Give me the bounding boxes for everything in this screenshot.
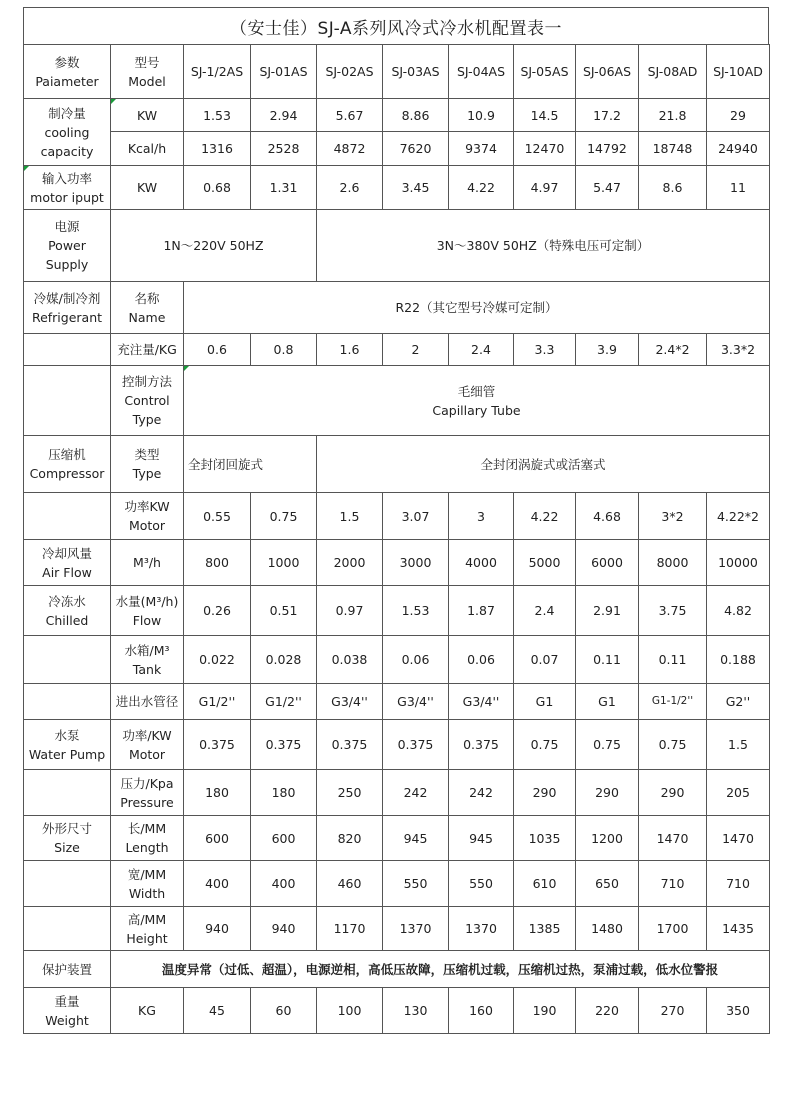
- pipe-value: G1: [514, 684, 576, 720]
- tank-value: 0.06: [449, 636, 514, 684]
- pump-motor-value: 0.375: [184, 720, 251, 770]
- power-supply-label-line: Supply: [45, 257, 89, 272]
- chilled-flow-value: 0.26: [184, 586, 251, 636]
- width-value: 710: [639, 861, 707, 907]
- length-value: 945: [383, 816, 449, 861]
- charge-value: 2.4: [449, 334, 514, 366]
- length-value: 1470: [707, 816, 770, 861]
- compressor-motor-value: 0.55: [184, 493, 251, 540]
- length-row: [24, 816, 770, 861]
- pipe-value: G2'': [707, 684, 770, 720]
- height-value: 940: [251, 907, 317, 951]
- width-label: [111, 861, 184, 907]
- air-flow-label-line: 冷却风量: [41, 545, 92, 561]
- width-value: 610: [514, 861, 576, 907]
- pipe-value: G3/4'': [449, 684, 514, 720]
- pressure-row: [24, 770, 770, 816]
- compressor-motor-value: 4.22: [514, 493, 576, 540]
- chilled-label: [24, 586, 111, 636]
- compressor-motor-value: 3: [449, 493, 514, 540]
- weight-value: 350: [707, 988, 770, 1034]
- height-value: 1370: [449, 907, 514, 951]
- unit-label: KW: [111, 166, 184, 210]
- cooling-kw-value: 5.67: [317, 99, 383, 132]
- weight-row: [24, 988, 770, 1034]
- tank-value: 0.038: [317, 636, 383, 684]
- cooling-label-line: capacity: [40, 143, 94, 159]
- length-label-line: Length: [125, 840, 169, 855]
- pipe-value: G1: [576, 684, 639, 720]
- input-power-value: 0.68: [184, 166, 251, 210]
- air-flow-value: 3000: [383, 540, 449, 586]
- cooling-kw-value: 17.2: [576, 99, 639, 132]
- input-power-value: 2.6: [317, 166, 383, 210]
- height-value: 940: [184, 907, 251, 951]
- cooling-kw-value: 14.5: [514, 99, 576, 132]
- height-label-line: 高/MM: [127, 911, 167, 927]
- chilled-flow-label-line: Flow: [132, 612, 162, 628]
- length-value: 1200: [576, 816, 639, 861]
- air-flow-label-line: Air Flow: [42, 564, 92, 580]
- pipe-value: G1-1/2'': [639, 684, 707, 720]
- cooling-kw-value: 8.86: [383, 99, 449, 132]
- weight-label-line: 重量: [54, 993, 80, 1009]
- pump-motor-value: 0.375: [383, 720, 449, 770]
- model-header-line: 型号: [134, 54, 160, 70]
- input-power-value: 3.45: [383, 166, 449, 210]
- pipe-value: G3/4'': [383, 684, 449, 720]
- chilled-label-line: 冷冻水: [48, 593, 86, 609]
- air-flow-value: 800: [184, 540, 251, 586]
- weight-value: 100: [317, 988, 383, 1034]
- compressor-motor-value: 4.22*2: [707, 493, 770, 540]
- charge-row: [24, 334, 770, 366]
- pump-motor-label: [111, 720, 184, 770]
- input-power-value: 8.6: [639, 166, 707, 210]
- control-value: [184, 366, 770, 436]
- control-label: [111, 366, 184, 436]
- tank-value: 0.188: [707, 636, 770, 684]
- size-label-line: 外形尺寸: [41, 821, 92, 836]
- model-header-line: Model: [128, 73, 166, 89]
- control-label-line: Control: [124, 393, 170, 408]
- compressor-motor-row: [24, 493, 770, 540]
- width-value: 650: [576, 861, 639, 907]
- pressure-value: 180: [251, 770, 317, 816]
- control-label-line: Type: [132, 412, 162, 427]
- compressor-label-line: 压缩机: [48, 447, 86, 462]
- size-label: [24, 816, 111, 861]
- control-value-line: Capillary Tube: [432, 402, 521, 418]
- refrigerant-name-label-line: 名称: [134, 290, 160, 306]
- height-value: 1170: [317, 907, 383, 951]
- empty-cell: [24, 907, 111, 951]
- pump-motor-value: 0.375: [449, 720, 514, 770]
- length-value: 600: [251, 816, 317, 861]
- model-name: SJ-06AS: [576, 45, 639, 99]
- pump-motor-value: 0.375: [251, 720, 317, 770]
- tank-row: [24, 636, 770, 684]
- power-supply-single: 1N～220V 50HZ: [111, 210, 317, 282]
- length-value: 1035: [514, 816, 576, 861]
- protection-row: [24, 951, 770, 988]
- power-supply-three: 3N～380V 50HZ（特殊电压可定制）: [317, 210, 770, 282]
- input-power-value: 4.97: [514, 166, 576, 210]
- input-power-label: [24, 166, 111, 210]
- pressure-value: 242: [449, 770, 514, 816]
- pressure-label-line: 压力/Kpa: [120, 775, 174, 791]
- cooling-kw-value: 10.9: [449, 99, 514, 132]
- water-pump-label: [24, 720, 111, 770]
- input-power-label-line: motor ipupt: [30, 189, 104, 205]
- pressure-label-line: Pressure: [120, 794, 174, 810]
- empty-cell: [24, 636, 111, 684]
- charge-value: 0.8: [251, 334, 317, 366]
- chilled-flow-value: 3.75: [639, 586, 707, 636]
- length-value: 820: [317, 816, 383, 861]
- compressor-type-large: 全封闭涡旋式或活塞式: [317, 436, 770, 493]
- pump-motor-value: 1.5: [707, 720, 770, 770]
- empty-cell: [24, 366, 111, 436]
- power-supply-row: [24, 210, 770, 282]
- cooling-kw-row: [24, 99, 770, 132]
- control-label-line: 控制方法: [121, 374, 172, 389]
- empty-cell: [24, 493, 111, 540]
- height-label: [111, 907, 184, 951]
- refrigerant-name-row: [24, 282, 770, 334]
- refrigerant-name-value: R22（其它型号冷媒可定制）: [184, 282, 770, 334]
- pressure-value: 290: [576, 770, 639, 816]
- cooling-kcal-value: 24940: [707, 132, 770, 166]
- pump-motor-value: 0.75: [514, 720, 576, 770]
- tank-value: 0.022: [184, 636, 251, 684]
- tank-value: 0.06: [383, 636, 449, 684]
- empty-cell: [24, 684, 111, 720]
- model-name: SJ-1/2AS: [184, 45, 251, 99]
- chilled-flow-label-line: 水量(M³/h): [115, 593, 179, 609]
- width-label-line: 宽/MM: [127, 866, 167, 882]
- charge-value: 2: [383, 334, 449, 366]
- refrigerant-name-label: [111, 282, 184, 334]
- charge-value: 1.6: [317, 334, 383, 366]
- compressor-motor-value: 3.07: [383, 493, 449, 540]
- chilled-flow-value: 0.51: [251, 586, 317, 636]
- compressor-label: [24, 436, 111, 493]
- model-name: SJ-04AS: [449, 45, 514, 99]
- pipe-row: [24, 684, 770, 720]
- model-name: SJ-01AS: [251, 45, 317, 99]
- param-header-line: Paiameter: [35, 73, 99, 89]
- cooling-kw-value: 29: [707, 99, 770, 132]
- pressure-value: 250: [317, 770, 383, 816]
- cooling-label-line: cooling: [44, 124, 90, 140]
- length-label: [111, 816, 184, 861]
- chilled-flow-value: 2.91: [576, 586, 639, 636]
- compressor-motor-value: 1.5: [317, 493, 383, 540]
- model-name: SJ-10AD: [707, 45, 770, 99]
- compressor-type-label-line: Type: [132, 466, 162, 481]
- power-supply-label-line: 电源: [54, 219, 80, 234]
- input-power-value: 1.31: [251, 166, 317, 210]
- refrigerant-label: [24, 282, 111, 334]
- pipe-value: G1/2'': [184, 684, 251, 720]
- charge-value: 3.3*2: [707, 334, 770, 366]
- pressure-label: [111, 770, 184, 816]
- cooling-kcal-value: 14792: [576, 132, 639, 166]
- pressure-value: 242: [383, 770, 449, 816]
- empty-cell: [24, 861, 111, 907]
- width-value: 460: [317, 861, 383, 907]
- input-power-row: [24, 166, 770, 210]
- cooling-kw-value: 21.8: [639, 99, 707, 132]
- air-flow-value: 10000: [707, 540, 770, 586]
- compressor-motor-value: 0.75: [251, 493, 317, 540]
- compressor-motor-value: 4.68: [576, 493, 639, 540]
- cooling-kw-value: 2.94: [251, 99, 317, 132]
- width-value: 550: [383, 861, 449, 907]
- unit-label: KW: [111, 99, 184, 132]
- tank-label: [111, 636, 184, 684]
- pressure-value: 290: [514, 770, 576, 816]
- weight-label: [24, 988, 111, 1034]
- compressor-motor-value: 3*2: [639, 493, 707, 540]
- tank-value: 0.11: [576, 636, 639, 684]
- tank-label-line: Tank: [132, 661, 162, 677]
- refrigerant-name-label-line: Name: [128, 309, 166, 325]
- width-value: 710: [707, 861, 770, 907]
- control-row: [24, 366, 770, 436]
- size-label-line: Size: [54, 840, 80, 855]
- pump-motor-value: 0.75: [639, 720, 707, 770]
- pressure-value: 290: [639, 770, 707, 816]
- pipe-value: G3/4'': [317, 684, 383, 720]
- empty-cell: [24, 334, 111, 366]
- pump-motor-value: 0.75: [576, 720, 639, 770]
- weight-value: 220: [576, 988, 639, 1034]
- compressor-label-line: Compressor: [29, 466, 105, 481]
- air-flow-value: 1000: [251, 540, 317, 586]
- width-value: 550: [449, 861, 514, 907]
- chilled-flow-value: 4.82: [707, 586, 770, 636]
- charge-value: 3.9: [576, 334, 639, 366]
- chilled-flow-value: 0.97: [317, 586, 383, 636]
- weight-value: 45: [184, 988, 251, 1034]
- compressor-type-label: [111, 436, 184, 493]
- cooling-label: [24, 99, 111, 166]
- header-row: [24, 45, 770, 99]
- chilled-flow-value: 1.87: [449, 586, 514, 636]
- protection-value: 温度异常（过低、超温），电源逆相，高低压故障，压缩机过载，压缩机过热，泵浦过载，低水位警报: [111, 951, 770, 988]
- unit-label: Kcal/h: [111, 132, 184, 166]
- cooling-kcal-value: 18748: [639, 132, 707, 166]
- unit-label: KG: [111, 988, 184, 1034]
- compressor-motor-label-line: Motor: [128, 518, 166, 533]
- height-value: 1480: [576, 907, 639, 951]
- tank-value: 0.07: [514, 636, 576, 684]
- width-label-line: Width: [128, 885, 166, 901]
- tank-value: 0.028: [251, 636, 317, 684]
- width-row: [24, 861, 770, 907]
- cooling-kcal-value: 7620: [383, 132, 449, 166]
- weight-value: 60: [251, 988, 317, 1034]
- tank-label-line: 水箱/M³: [124, 642, 170, 658]
- charge-label: 充注量/KG: [111, 334, 184, 366]
- charge-value: 3.3: [514, 334, 576, 366]
- air-flow-value: 4000: [449, 540, 514, 586]
- model-name: SJ-05AS: [514, 45, 576, 99]
- compressor-type-label-line: 类型: [134, 447, 160, 462]
- pump-motor-value: 0.375: [317, 720, 383, 770]
- model-name: SJ-02AS: [317, 45, 383, 99]
- cooling-kw-value: 1.53: [184, 99, 251, 132]
- weight-value: 130: [383, 988, 449, 1034]
- chilled-label-line: Chilled: [45, 612, 89, 628]
- weight-label-line: Weight: [45, 1012, 89, 1028]
- input-power-value: 11: [707, 166, 770, 210]
- charge-value: 0.6: [184, 334, 251, 366]
- input-power-value: 4.22: [449, 166, 514, 210]
- pressure-value: 205: [707, 770, 770, 816]
- length-label-line: 长/MM: [127, 821, 167, 836]
- pipe-label: 进出水管径: [111, 684, 184, 720]
- pressure-value: 180: [184, 770, 251, 816]
- cooling-kcal-value: 2528: [251, 132, 317, 166]
- height-row: [24, 907, 770, 951]
- height-value: 1435: [707, 907, 770, 951]
- spec-sheet: [23, 7, 769, 1034]
- air-flow-value: 2000: [317, 540, 383, 586]
- cooling-label-line: 制冷量: [48, 105, 86, 121]
- width-value: 400: [184, 861, 251, 907]
- control-value-line: 毛细管: [457, 383, 496, 399]
- air-flow-value: 6000: [576, 540, 639, 586]
- height-value: 1700: [639, 907, 707, 951]
- pipe-value: G1/2'': [251, 684, 317, 720]
- water-pump-label-line: Water Pump: [28, 746, 106, 762]
- input-power-value: 5.47: [576, 166, 639, 210]
- length-value: 945: [449, 816, 514, 861]
- chilled-flow-value: 2.4: [514, 586, 576, 636]
- model-name: SJ-08AD: [639, 45, 707, 99]
- water-pump-label-line: 水泵: [54, 727, 80, 743]
- compressor-type-small: 全封闭回旋式: [184, 436, 317, 493]
- weight-value: 160: [449, 988, 514, 1034]
- param-header-line: 参数: [54, 54, 80, 70]
- compressor-type-row: [24, 436, 770, 493]
- pump-motor-label-line: Motor: [128, 746, 166, 762]
- model-header: [111, 45, 184, 99]
- refrigerant-label-line: Refrigerant: [31, 309, 103, 325]
- unit-label: M³/h: [111, 540, 184, 586]
- chilled-flow-row: [24, 586, 770, 636]
- height-label-line: Height: [126, 930, 168, 946]
- input-power-label-line: 输入功率: [41, 170, 92, 186]
- height-value: 1385: [514, 907, 576, 951]
- protection-label: 保护装置: [24, 951, 111, 988]
- width-value: 400: [251, 861, 317, 907]
- air-flow-row: [24, 540, 770, 586]
- pump-motor-row: [24, 720, 770, 770]
- air-flow-value: 8000: [639, 540, 707, 586]
- param-header: [24, 45, 111, 99]
- height-value: 1370: [383, 907, 449, 951]
- power-supply-label-line: Power: [48, 238, 86, 253]
- weight-value: 190: [514, 988, 576, 1034]
- compressor-motor-label: [111, 493, 184, 540]
- cooling-kcal-value: 1316: [184, 132, 251, 166]
- tank-value: 0.11: [639, 636, 707, 684]
- refrigerant-label-line: 冷媒/制冷剂: [33, 290, 101, 306]
- spec-table: [23, 44, 770, 1034]
- chilled-flow-label: [111, 586, 184, 636]
- air-flow-label: [24, 540, 111, 586]
- weight-value: 270: [639, 988, 707, 1034]
- chilled-flow-value: 1.53: [383, 586, 449, 636]
- page-title: （安士佳）SJ-A系列风冷式冷水机配置表一: [23, 7, 769, 44]
- length-value: 600: [184, 816, 251, 861]
- empty-cell: [24, 770, 111, 816]
- model-name: SJ-03AS: [383, 45, 449, 99]
- length-value: 1470: [639, 816, 707, 861]
- cooling-kcal-row: [24, 132, 770, 166]
- charge-value: 2.4*2: [639, 334, 707, 366]
- compressor-motor-label-line: 功率KW: [124, 499, 170, 514]
- pump-motor-label-line: 功率/KW: [122, 727, 172, 743]
- cooling-kcal-value: 9374: [449, 132, 514, 166]
- cooling-kcal-value: 12470: [514, 132, 576, 166]
- cooling-kcal-value: 4872: [317, 132, 383, 166]
- power-supply-label: [24, 210, 111, 282]
- air-flow-value: 5000: [514, 540, 576, 586]
